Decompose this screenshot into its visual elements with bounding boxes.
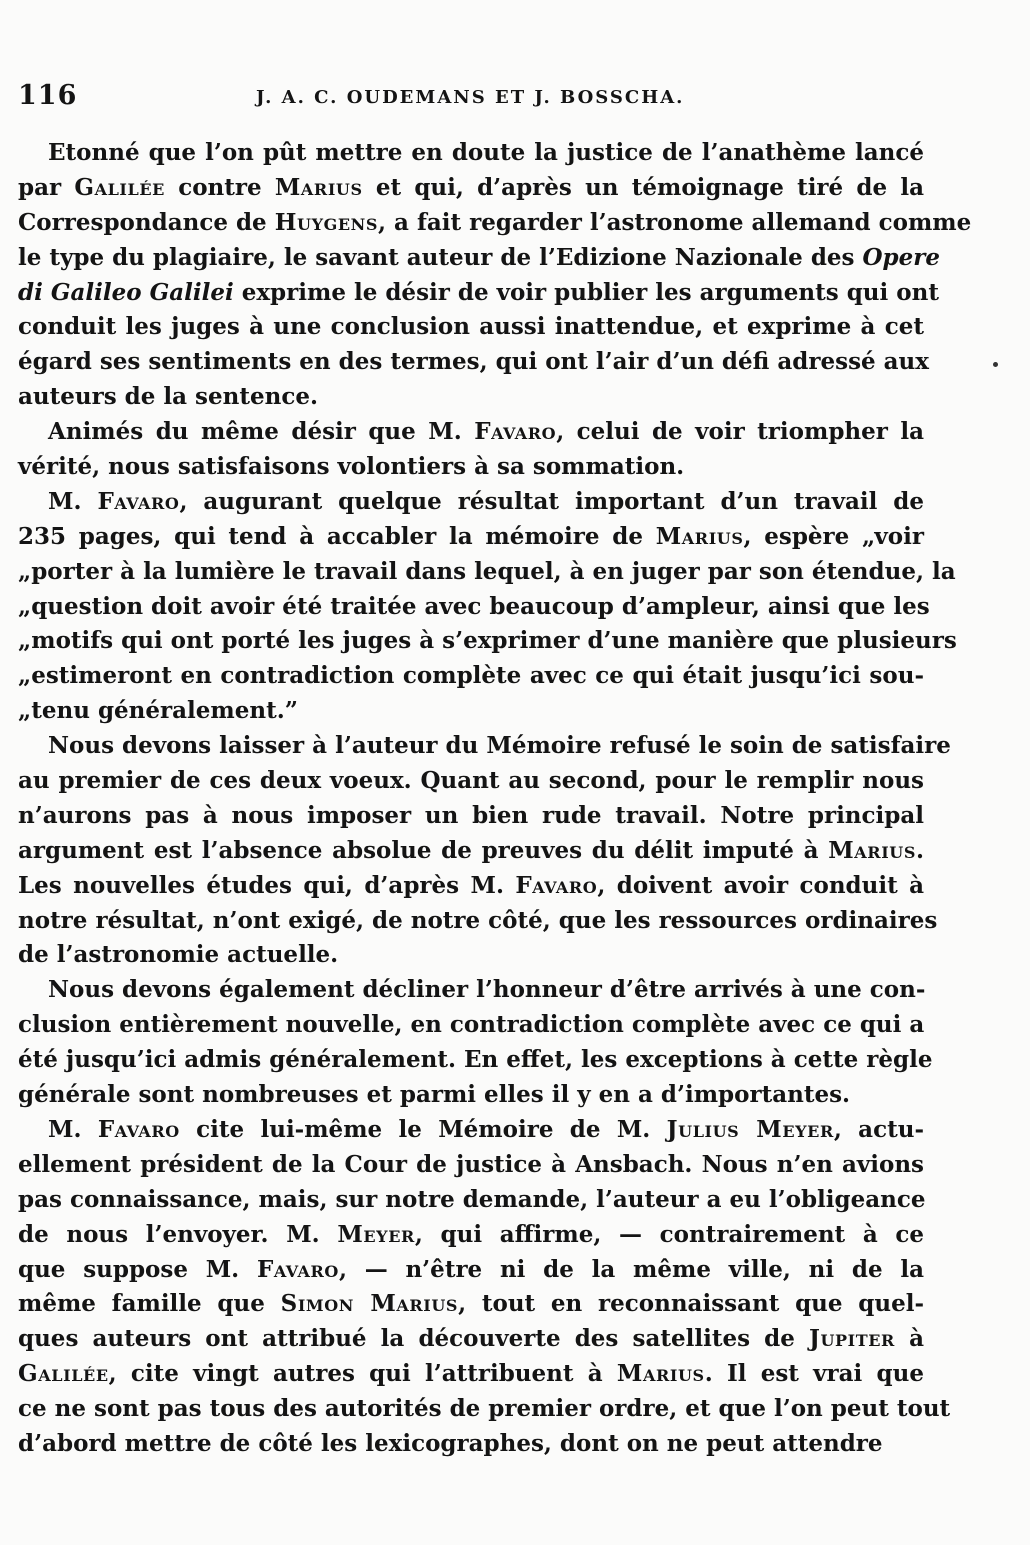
page-number: 116: [18, 80, 78, 111]
small-caps-name: Favaro: [97, 487, 180, 515]
italic-title: di Galileo Galilei: [18, 278, 234, 306]
text-line: Etonné que l’on pût mettre en doute la justice de l’anathème lancé: [48, 139, 924, 166]
paragraph: [18, 136, 972, 415]
text-line: „question doit avoir été traitée avec beaucoup d’ampleur, ainsi que les: [18, 592, 930, 620]
text-line: Nous devons laisser à l’auteur du Mémoire refusé le soin de satisfaire: [48, 732, 951, 760]
text-line: que suppose M. Favaro, — n’être ni de la même ville, ni de la: [18, 1255, 925, 1283]
text-line: vérité, nous satisfaisons volontiers à sa sommation.: [18, 453, 685, 481]
small-caps-name: Simon Marius: [280, 1290, 459, 1318]
paragraph: [18, 1113, 951, 1462]
text-line: au premier de ces deux voeux. Quant au second, pour le remplir nous: [18, 767, 924, 795]
text-line: Animés du même désir que M. Favaro, celui de voir triompher la: [48, 418, 924, 446]
small-caps-name: Favaro: [515, 871, 598, 899]
italic-title: Opere: [862, 243, 941, 271]
small-caps-name: Favaro: [256, 1255, 339, 1283]
paragraph: [18, 485, 957, 729]
text-line: ques auteurs ont attribué la découverte des satellites de Jupiter à: [18, 1325, 924, 1353]
text-line: de l’astronomie actuelle.: [18, 941, 339, 969]
text-line: notre résultat, n’ont exigé, de notre côté, que les ressources ordinaires: [18, 906, 938, 934]
small-caps-name: Jupiter: [809, 1325, 895, 1353]
text-line: „motifs qui ont porté les juges à s’exprimer d’une manière que plusieurs: [18, 627, 957, 655]
text-line: di Galileo Galilei exprime le désir de voir publier les arguments qui ont: [18, 278, 939, 306]
text-line: clusion entièrement nouvelle, en contradiction complète avec ce qui a: [18, 1011, 925, 1039]
text-line: conduit les juges à une conclusion aussi inattendue, et exprime à cet: [18, 313, 924, 341]
text-line: été jusqu’ici admis généralement. En effet, les exceptions à cette règle: [18, 1046, 933, 1074]
small-caps-name: Meyer: [337, 1220, 415, 1248]
text-line: „estimeront en contradiction complète avec ce qui était jusqu’ici sou-: [18, 662, 924, 690]
text-line: générale sont nombreuses et parmi elles il y en a d’importantes.: [18, 1081, 851, 1109]
paragraph: [18, 415, 924, 485]
text-line: le type du plagiaire, le savant auteur de l’Edizione Nazionale des Opere: [18, 243, 941, 271]
text-line: Les nouvelles études qui, d’après M. Favaro, doivent avoir conduit à: [18, 871, 924, 899]
text-line: auteurs de la sentence.: [18, 383, 318, 411]
text-line: ellement président de la Cour de justice à Ansbach. Nous n’en avions: [18, 1150, 924, 1178]
small-caps-name: Marius: [655, 522, 744, 550]
text-line: 235 pages, qui tend à accabler la mémoire de Marius, espère „voir: [18, 522, 924, 550]
small-caps-name: Favaro: [97, 1115, 180, 1143]
running-head: [18, 80, 924, 116]
text-line: n’aurons pas à nous imposer un bien rude travail. Notre principal: [18, 801, 924, 829]
small-caps-name: Marius: [616, 1360, 705, 1388]
text-line: pas connaissance, mais, sur notre demande, l’auteur a eu l’obligeance: [18, 1185, 926, 1213]
text-line: Galilée, cite vingt autres qui l’attribuent à Marius. Il est vrai que: [18, 1360, 924, 1388]
text-line: „porter à la lumière le travail dans lequel, à en juger par son étendue, la: [18, 557, 956, 585]
small-caps-name: Favaro: [474, 418, 557, 446]
body-text: [18, 136, 972, 1462]
small-caps-name: Julius Meyer: [666, 1115, 834, 1143]
text-line: Correspondance de Huygens, a fait regarder l’astronome allemand comme: [18, 208, 972, 236]
text-line: même famille que Simon Marius, tout en reconnaissant que quel-: [18, 1290, 924, 1318]
running-title: J. A. C. OUDEMANS ET J. BOSSCHA.: [256, 87, 685, 108]
text-line: argument est l’absence absolue de preuves du délit imputé à Marius.: [18, 836, 924, 864]
text-line: d’abord mettre de côté les lexicographes, dont on ne peut attendre: [18, 1429, 883, 1457]
text-line: M. Favaro cite lui-même le Mémoire de M. Julius Meyer, actu-: [48, 1115, 924, 1143]
text-line: Nous devons également décliner l’honneur d’être arrivés à une con-: [48, 976, 926, 1004]
small-caps-name: Galilée: [74, 173, 165, 201]
ink-speck: [993, 362, 998, 367]
small-caps-name: Huygens: [274, 208, 379, 236]
text-line: égard ses sentiments en des termes, qui ont l’air d’un défi adressé aux: [18, 348, 929, 376]
paragraph: [18, 729, 951, 973]
text-line: „tenu généralement.”: [18, 697, 298, 725]
text-line: ce ne sont pas tous des autorités de premier ordre, et que l’on peut tout: [18, 1395, 951, 1423]
paragraph: [18, 973, 933, 1113]
small-caps-name: Marius: [274, 173, 363, 201]
small-caps-name: Marius: [828, 836, 916, 864]
text-line: de nous l’envoyer. M. Meyer, qui affirme, — contrairement à ce: [18, 1220, 925, 1248]
small-caps-name: Galilée: [18, 1360, 109, 1388]
text-line: par Galilée contre Marius et qui, d’après un témoignage tiré de la: [18, 173, 924, 201]
text-line: M. Favaro, augurant quelque résultat important d’un travail de: [48, 487, 924, 515]
